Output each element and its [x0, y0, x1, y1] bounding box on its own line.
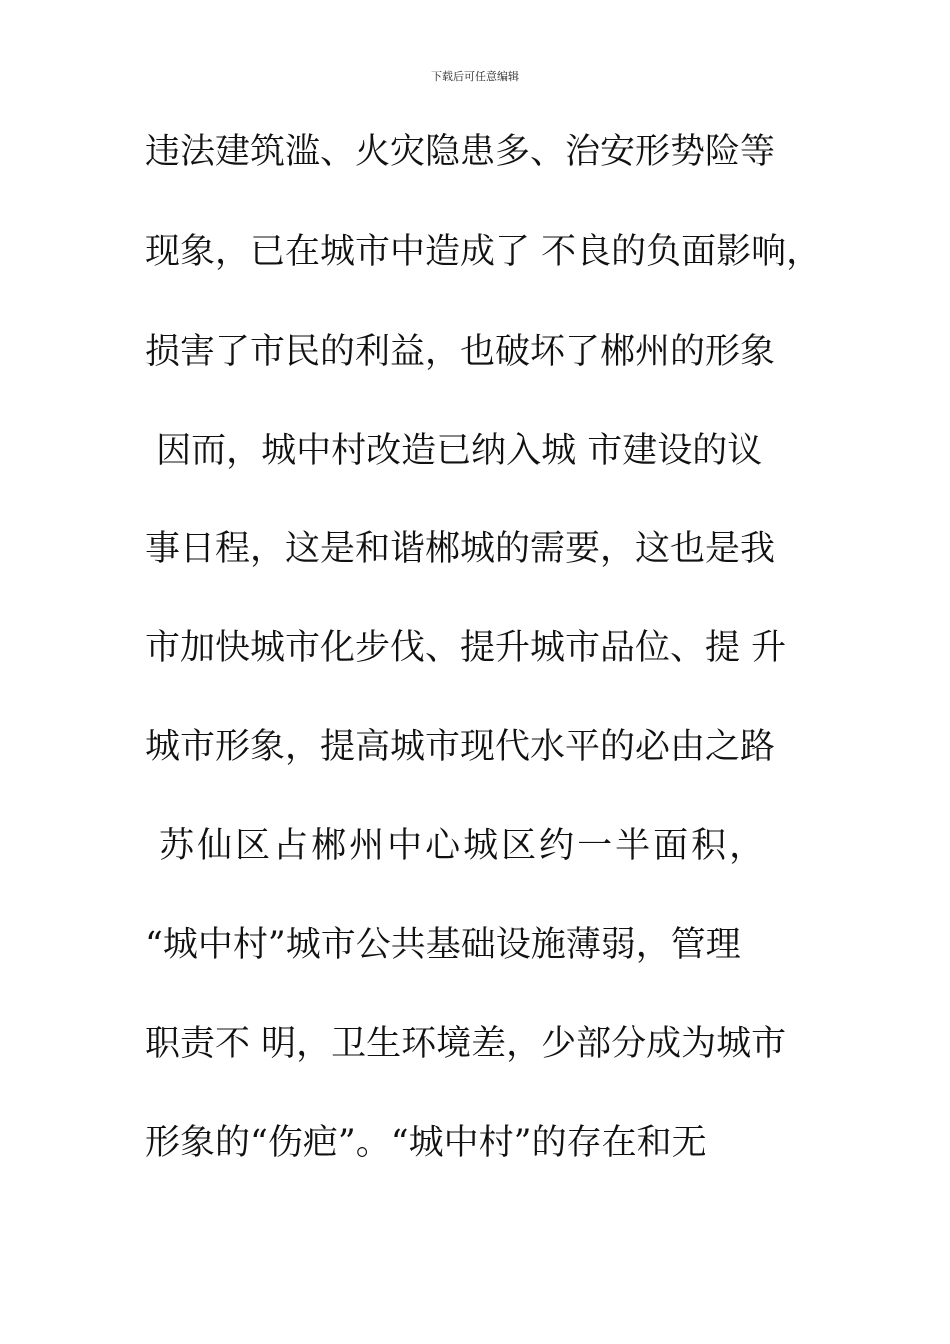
text-line: 因而，城中村改造已纳入城 市建设的议: [145, 431, 763, 471]
text-line: 市加快城市化步伐、提升城市品位、提 升: [145, 628, 787, 668]
text-line: 现象，已在城市中造成了 不良的负面影响，: [145, 232, 822, 272]
text-line: 形象的“伤疤”。“城中村”的存在和无: [145, 1123, 707, 1163]
text-line: “城中村”城市公共基础设施薄弱，管理: [145, 925, 741, 965]
text-line: 城市形象，提高城市现代水平的必由之路: [145, 727, 776, 767]
text-line: 苏仙区占郴州中心城区约一半面积，: [145, 826, 768, 866]
text-line: 事日程，这是和谐郴城的需要，这也是我: [145, 529, 776, 569]
header-note: 下载后可任意编辑: [431, 70, 519, 83]
text-line: 职责不 明，卫生环境差，少部分成为城市: [145, 1024, 787, 1064]
text-line: 违法建筑滥、火灾隐患多、治安形势险等: [145, 132, 776, 172]
text-line: 损害了市民的利益，也破坏了郴州的形象: [145, 332, 776, 372]
